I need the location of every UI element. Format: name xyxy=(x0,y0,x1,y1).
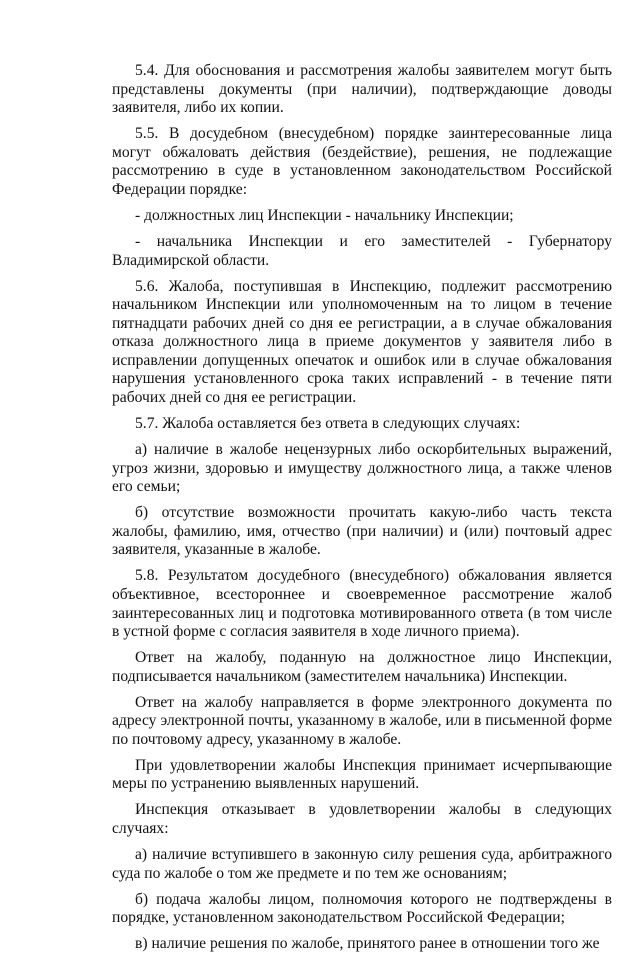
paragraph-5-7: 5.7. Жалоба оставляется без ответа в следующих случаях: xyxy=(135,415,521,433)
list-item-b-no-authority: б) подача жалобы лицом, полномочия которого не подтверждены в порядке, установленном законодательством Российской Федерации; xyxy=(112,890,612,927)
paragraph-5-6: 5.6. Жалоба, поступившая в Инспекцию, подлежит рассмотрению начальником Инспекции или уполномоченным на то лицом в течение пятнадцати рабочих дней со дня ее регистрации, а в случае обжалования отказа должностного лица в приеме документов у заявителя либо в исправлении допущенных опечаток и ошибок или в случае обжалования нарушения установленного срока таких исправлений - в течение пяти рабочих дней со дня ее регистрации. xyxy=(112,277,612,407)
list-item-a-court-decision: а) наличие вступившего в законную силу решения суда, арбитражного суда по жалобе о том же предмете и по тем же основаниям; xyxy=(112,846,612,882)
paragraph-5-8: 5.8. Результатом досудебного (внесудебного) обжалования является объективное, всестороннее и своевременное рассмотрение жалоб заинтересованных лиц и подготовка мотивированного ответа (в том числе в устной форме с согласия заявителя в ходе личного приема). xyxy=(112,567,612,641)
paragraph-5-5: 5.5. В досудебном (внесудебном) порядке заинтересованные лица могут обжаловать действия (бездействие), решения, не подлежащие рассмотрению в суде в установленном законодательством Российской Федерации порядке: xyxy=(112,125,612,198)
list-item-b-unreadable: б) отсутствие возможности прочитать какую-либо часть текста жалобы, фамилию, имя, отчество (при наличии) и (или) почтовый адрес заявителя, указанные в жалобе. xyxy=(112,504,612,559)
document-body xyxy=(112,62,612,954)
list-item-officials: - должностных лиц Инспекции - начальнику Инспекции; xyxy=(135,206,514,224)
list-item-c-prior-decision: в) наличие решения по жалобе, принятого ранее в отношении того же xyxy=(135,935,600,953)
paragraph-answer-signing: Ответ на жалобу, поданную на должностное лицо Инспекции, подписывается начальником (заместителем начальника) Инспекции. xyxy=(112,649,612,685)
paragraph-satisfaction: При удовлетворении жалобы Инспекция принимает исчерпывающие меры по устранению выявленных нарушений. xyxy=(112,756,612,793)
list-item-a-obscene: а) наличие в жалобе нецензурных либо оскорбительных выражений, угроз жизни, здоровью и имуществу должностного лица, а также членов его семьи; xyxy=(112,441,612,496)
paragraph-refusal-cases: Инспекция отказывает в удовлетворении жалобы в следующих случаях: xyxy=(112,801,612,838)
list-item-head: - начальника Инспекции и его заместителей - Губернатору Владимирской области. xyxy=(112,232,612,269)
paragraph-5-4: 5.4. Для обоснования и рассмотрения жалобы заявителем могут быть представлены документы (при наличии), подтверждающие доводы заявителя, либо их копии. xyxy=(112,62,612,117)
paragraph-answer-delivery: Ответ на жалобу направляется в форме электронного документа по адресу электронной почты, указанному в жалобе, или в письменной форме по почтовому адресу, указанному в жалобе. xyxy=(112,693,612,748)
